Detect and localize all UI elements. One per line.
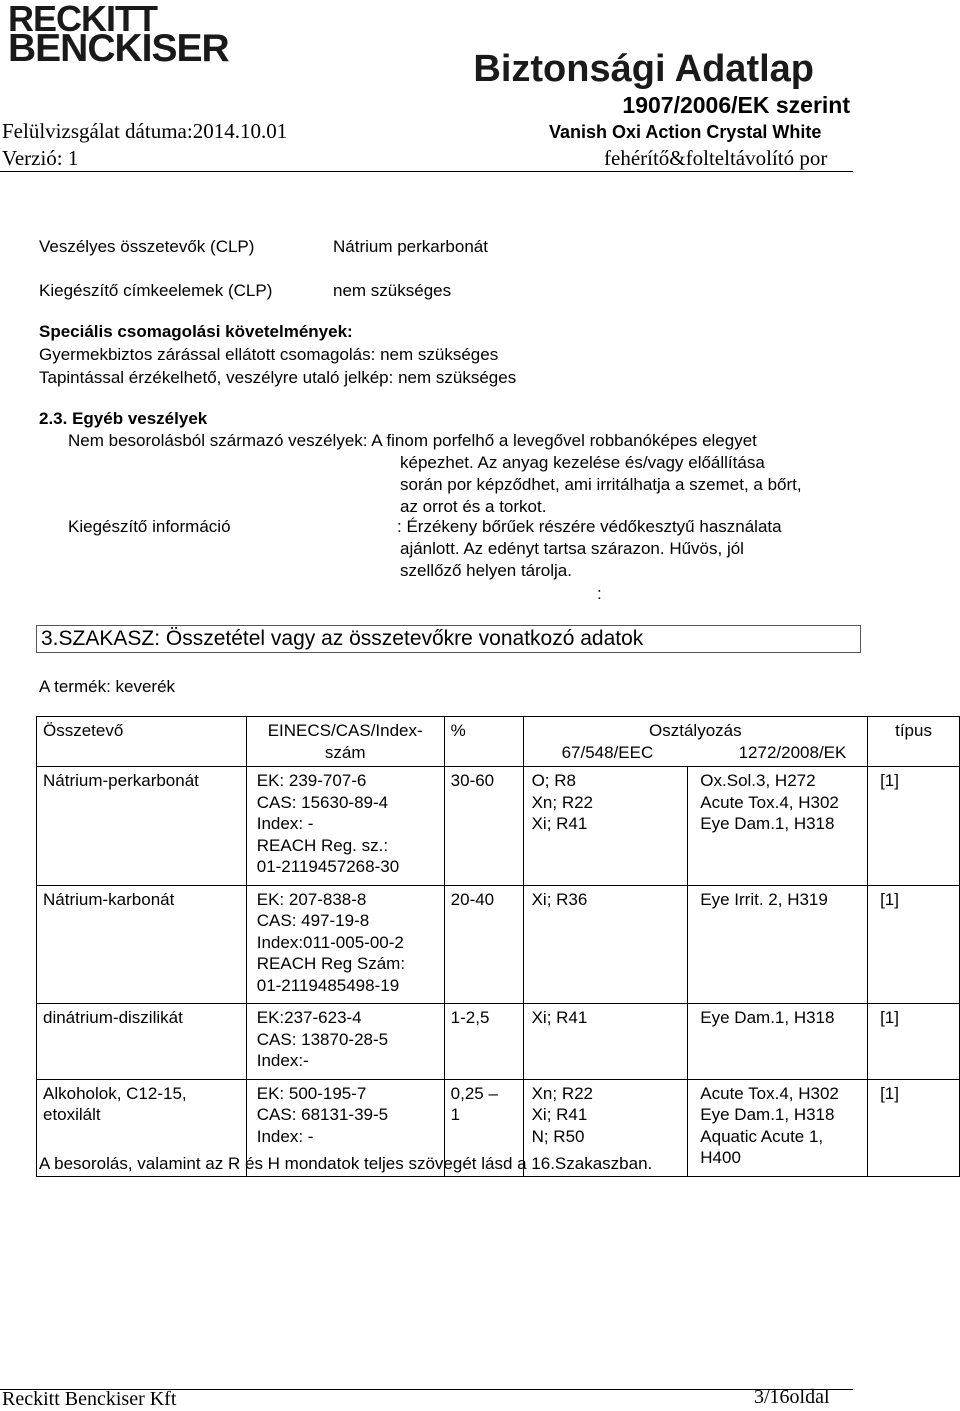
r-phrase-line: O; R8: [531, 771, 576, 790]
component-name: [37, 885, 247, 1004]
classification-67-548: [523, 767, 688, 886]
trailing-colon: :: [597, 584, 602, 603]
component-name-line: etoxilált: [43, 1105, 101, 1124]
type-reference: [1]: [880, 1083, 899, 1103]
component-type: [868, 1004, 960, 1080]
header-type: típus: [868, 717, 960, 767]
classification-1272-2008: [688, 1079, 868, 1176]
component-type: [868, 767, 960, 886]
other-hazards-line-2: képezhet. Az anyag kezelése és/vagy előállítása: [400, 453, 765, 472]
r-phrase-line: Xn; R22: [531, 792, 594, 812]
component-identifiers: [246, 767, 444, 886]
r-phrase-line: Xi; R41: [531, 814, 588, 833]
percent-line: 20-40: [450, 889, 495, 909]
component-identifiers: [246, 885, 444, 1004]
supplementary-label-elements-label: Kiegészítő címkeelemek (CLP): [39, 281, 273, 300]
revision-date: Felülvizsgálat dátuma:2014.10.01: [2, 119, 288, 143]
r-phrase-line: Xi; R41: [531, 1105, 588, 1124]
regulation-reference: 1907/2006/EK szerint: [622, 92, 850, 118]
identifier-line: EK: 239-707-6: [256, 771, 367, 790]
h-statement-line: Eye Dam.1, H318: [700, 1105, 835, 1124]
footer-page-number: 3/16oldal: [754, 1386, 830, 1408]
classification-67-548: [523, 1004, 688, 1080]
tactile-warning-line: Tapintással érzékelhető, veszélyre utaló jelkép: nem szükséges: [39, 368, 517, 387]
h-statement-line: Acute Tox.4, H302: [700, 1083, 839, 1103]
identifier-line: Index:011-005-00-2: [256, 932, 404, 952]
additional-info-line-2: ajánlott. Az edényt tartsa szárazon. Hűvös, jól: [400, 539, 744, 558]
r-phrase-line: Xi; R36: [531, 889, 588, 909]
h-statement-line: Eye Dam.1, H318: [700, 814, 835, 833]
header-dir-67-548: 67/548/EEC: [561, 742, 654, 762]
component-percent: [444, 767, 523, 886]
percent-line: 0,25 –: [450, 1083, 498, 1103]
h-statement-line: Aquatic Acute 1,: [700, 1126, 824, 1146]
additional-info-line-1: : Érzékeny bőrűek részére védőkesztyű használata: [397, 517, 782, 536]
footer-company: Reckitt Benckiser Kft: [2, 1388, 177, 1410]
additional-info-label: Kiegészítő információ: [68, 517, 231, 536]
child-resistant-line: Gyermekbiztos zárással ellátott csomagolás: nem szükséges: [39, 345, 499, 364]
other-hazards-heading: 2.3. Egyéb veszélyek: [39, 409, 208, 428]
h-statement-line: Eye Dam.1, H318: [700, 1008, 835, 1027]
identifier-line: Index:-: [256, 1051, 309, 1070]
component-name: [37, 767, 247, 886]
identifier-line: REACH Reg. sz.:: [256, 835, 389, 855]
document-title: Biztonsági Adatlap: [473, 48, 814, 90]
h-statement-line: Eye Irrit. 2, H319: [700, 889, 828, 909]
table-row: [37, 1004, 960, 1080]
identifier-line: CAS: 13870-28-5: [256, 1029, 389, 1049]
product-name: Vanish Oxi Action Crystal White: [549, 122, 822, 142]
percent-line: 1: [450, 1105, 461, 1124]
other-hazards-line-4: az orrot és a torkot.: [400, 497, 547, 516]
section-3-heading: 3.SZAKASZ: Összetétel vagy az összetevőkre vonatkozó adatok: [41, 627, 644, 650]
component-type: [868, 1079, 960, 1176]
h-statement-line: Acute Tox.4, H302: [700, 792, 839, 812]
identifier-line: 01-2119485498-19: [256, 975, 400, 995]
identifier-line: CAS: 15630-89-4: [256, 792, 389, 812]
classification-1272-2008: [688, 767, 868, 886]
h-statement-line: H400: [700, 1148, 741, 1167]
table-header-row: [37, 717, 960, 767]
component-name-line: dinátrium-diszilikát: [43, 1008, 183, 1027]
table-row: [37, 885, 960, 1004]
identifier-line: Index: -: [256, 814, 314, 833]
identifier-line: EK:237-623-4: [256, 1008, 362, 1027]
version-number: Verzió: 1: [2, 146, 79, 170]
identifier-line: 01-2119457268-30: [256, 857, 400, 876]
identifier-line: Index: -: [256, 1126, 314, 1146]
percent-line: 30-60: [450, 771, 495, 790]
section-3-heading-box: [36, 625, 861, 653]
component-name-line: Nátrium-perkarbonát: [43, 771, 199, 790]
product-type: A termék: keverék: [39, 677, 176, 696]
header-percent: %: [444, 717, 523, 767]
footnote: A besorolás, valamint az R és H mondatok teljes szövegét lásd a 16.Szakaszban.: [39, 1154, 653, 1173]
logo-line-1: RECKITT: [8, 0, 157, 39]
other-hazards-line-1: Nem besorolásból származó veszélyek: A finom porfelhő a levegővel robbanóképes elegyet: [68, 431, 757, 450]
identifier-line: EK: 207-838-8: [256, 889, 367, 909]
type-reference: [1]: [880, 771, 899, 790]
header-classification: Osztályozás 67/548/EEC 1272/2008/EK: [523, 717, 867, 767]
identifier-line: CAS: 497-19-8: [256, 911, 370, 930]
h-statement-line: Ox.Sol.3, H272: [700, 771, 816, 790]
type-reference: [1]: [880, 1008, 899, 1027]
component-name: [37, 1004, 247, 1080]
r-phrase-line: Xi; R41: [531, 1008, 588, 1027]
company-logo: [8, 0, 229, 70]
header-identifiers: EINECS/CAS/Index- szám: [246, 717, 444, 767]
component-percent: [444, 885, 523, 1004]
hazardous-components-value: Nátrium perkarbonát: [333, 237, 488, 256]
type-reference: [1]: [880, 889, 899, 909]
component-name-line: Nátrium-karbonát: [43, 889, 175, 909]
identifier-line: REACH Reg Szám:: [256, 954, 406, 973]
identifier-line: CAS: 68131-39-5: [256, 1105, 389, 1124]
r-phrase-line: N; R50: [531, 1126, 585, 1146]
percent-line: 1-2,5: [450, 1008, 490, 1027]
hazardous-components-label: Veszélyes összetevők (CLP): [39, 237, 255, 256]
classification-1272-2008: [688, 1004, 868, 1080]
component-percent: [444, 1004, 523, 1080]
classification-67-548: [523, 885, 688, 1004]
product-description: fehérítő&folteltávolító por: [604, 146, 828, 170]
logo-line-2: BENCKISER: [8, 27, 229, 70]
header-divider: [0, 171, 853, 172]
additional-info-line-3: szellőző helyen tárolja.: [400, 561, 572, 580]
component-type: [868, 885, 960, 1004]
classification-1272-2008: [688, 885, 868, 1004]
packaging-heading: Speciális csomagolási követelmények:: [39, 322, 353, 341]
supplementary-label-elements-value: nem szükséges: [333, 281, 452, 300]
other-hazards-line-3: során por képződhet, ami irritálhatja a szemet, a bőrt,: [400, 475, 802, 494]
composition-table: [36, 716, 960, 1177]
component-identifiers: [246, 1004, 444, 1080]
r-phrase-line: Xn; R22: [531, 1083, 594, 1103]
table-row: [37, 767, 960, 886]
identifier-line: EK: 500-195-7: [256, 1083, 367, 1103]
component-name-line: Alkoholok, C12-15,: [43, 1083, 187, 1103]
header-component: Összetevő: [37, 717, 247, 767]
header-reg-1272-2008: 1272/2008/EK: [738, 742, 847, 762]
